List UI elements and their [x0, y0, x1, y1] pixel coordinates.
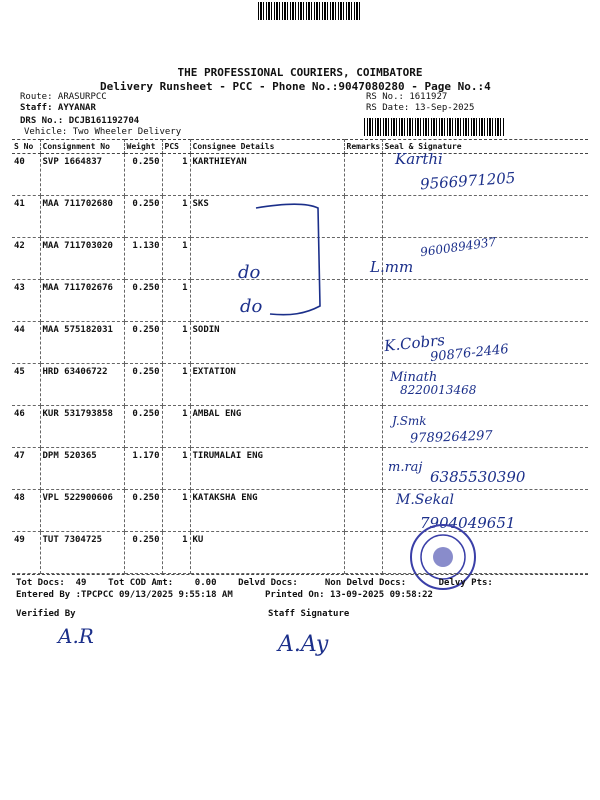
- barcode-top: [258, 2, 362, 20]
- cell-consignment: DPM 520365: [40, 448, 124, 490]
- cell-sno: 41: [12, 196, 40, 238]
- col-consignee: Consignee Details: [190, 140, 344, 154]
- cell-consignment: MAA 711703020: [40, 238, 124, 280]
- cell-sno: 44: [12, 322, 40, 364]
- cell-remarks: [344, 364, 382, 406]
- cell-sno: 42: [12, 238, 40, 280]
- cell-weight: 0.250: [124, 406, 162, 448]
- verified-by-label: Verified By: [16, 609, 76, 619]
- barcode-rs: [364, 118, 504, 136]
- rs-date: RS Date: 13-Sep-2025: [366, 103, 475, 113]
- cell-pcs: 1: [162, 322, 190, 364]
- cell-consignment: KUR 531793858: [40, 406, 124, 448]
- cell-weight: 1.130: [124, 238, 162, 280]
- cell-weight: 0.250: [124, 154, 162, 196]
- cell-sno: 46: [12, 406, 40, 448]
- cell-pcs: 1: [162, 448, 190, 490]
- printed-on: Printed On: 13-09-2025 09:58:22: [265, 590, 433, 600]
- handwritten-signature-47: m.raj: [388, 460, 423, 475]
- cell-consignee: AMBAL ENG: [190, 406, 344, 448]
- cell-sno: 47: [12, 448, 40, 490]
- handwritten-phone-42: 9600894937: [419, 234, 497, 260]
- cell-consignment: MAA 575182031: [40, 322, 124, 364]
- handwritten-ditto-2: do: [240, 296, 263, 317]
- totals-line: Tot Docs: 49 Tot COD Amt: 0.00 Delvd Docs: Non Delvd Docs: Delvy Pts:: [16, 578, 493, 588]
- rs-number: RS No.: 1611927: [366, 92, 448, 102]
- cell-remarks: [344, 280, 382, 322]
- handwritten-ditto-1: do: [238, 262, 261, 283]
- cell-remarks: [344, 532, 382, 574]
- cell-weight: 0.250: [124, 490, 162, 532]
- cell-remarks: [344, 448, 382, 490]
- table-row: [12, 364, 588, 406]
- cell-signature: [382, 280, 588, 322]
- handwritten-signature-44: K.Cobrs: [383, 330, 446, 356]
- cell-pcs: 1: [162, 280, 190, 322]
- cell-remarks: [344, 196, 382, 238]
- cell-consignee: KATAKSHA ENG: [190, 490, 344, 532]
- handwritten-phone-40: 9566971205: [419, 168, 516, 194]
- handwritten-phone-44: 90876-2446: [429, 341, 510, 366]
- cell-weight: 0.250: [124, 532, 162, 574]
- staff-label: Staff: AYYANAR: [20, 103, 96, 113]
- cell-pcs: 1: [162, 490, 190, 532]
- cell-consignee: KU: [190, 532, 344, 574]
- handwritten-signature-42: L.mm: [370, 258, 414, 276]
- cell-weight: 0.250: [124, 280, 162, 322]
- cell-consignee: EXTATION: [190, 364, 344, 406]
- cell-pcs: 1: [162, 532, 190, 574]
- cell-consignment: MAA 711702676: [40, 280, 124, 322]
- cell-consignee: SODIN: [190, 322, 344, 364]
- cell-weight: 0.250: [124, 196, 162, 238]
- cell-consignment: SVP 1664837: [40, 154, 124, 196]
- cell-remarks: [344, 490, 382, 532]
- cell-pcs: 1: [162, 196, 190, 238]
- cell-consignee: TIRUMALAI ENG: [190, 448, 344, 490]
- cell-weight: 0.250: [124, 364, 162, 406]
- col-signature: Seal & Signature: [382, 140, 588, 154]
- entered-by: Entered By :TPCPCC 09/13/2025 9:55:18 AM: [16, 590, 233, 600]
- table-header-row: [12, 140, 588, 154]
- cell-consignment: TUT 7304725: [40, 532, 124, 574]
- route-label: Route: ARASURPCC: [20, 92, 107, 102]
- staff-signature-label: Staff Signature: [268, 609, 350, 619]
- verified-by-signature: A.R: [58, 624, 94, 648]
- col-pcs: PCS: [162, 140, 190, 154]
- company-title: THE PROFESSIONAL COURIERS, COIMBATORE: [177, 66, 423, 79]
- col-consignment: Consignment No: [40, 140, 124, 154]
- cell-pcs: 1: [162, 154, 190, 196]
- footer-divider: [12, 574, 588, 575]
- cell-weight: 0.250: [124, 322, 162, 364]
- cell-consignment: VPL 522900606: [40, 490, 124, 532]
- cell-remarks: [344, 322, 382, 364]
- cell-consignee: KARTHIEYAN: [190, 154, 344, 196]
- handwritten-signature-46: J.Smk: [392, 414, 427, 428]
- col-sno: S No: [12, 140, 40, 154]
- handwritten-phone-47: 6385530390: [430, 468, 526, 486]
- cell-consignee: SKS: [190, 196, 344, 238]
- table-row: [12, 532, 588, 574]
- handwritten-phone-45: 8220013468: [400, 383, 477, 397]
- cell-sno: 43: [12, 280, 40, 322]
- handwritten-phone-46: 9789264297: [409, 428, 493, 447]
- staff-signature: A.Ay: [278, 632, 329, 657]
- cell-remarks: [344, 154, 382, 196]
- cell-sno: 40: [12, 154, 40, 196]
- handwritten-phone-48: 7904049651: [420, 514, 516, 532]
- runsheet-subtitle: Delivery Runsheet - PCC - Phone No.:9047080280 - Page No.:4: [100, 80, 491, 93]
- col-weight: Weight: [124, 140, 162, 154]
- cell-pcs: 1: [162, 364, 190, 406]
- cell-consignment: MAA 711702680: [40, 196, 124, 238]
- cell-consignment: HRD 63406722: [40, 364, 124, 406]
- cell-sno: 45: [12, 364, 40, 406]
- handwritten-bracket-mark: [250, 196, 330, 326]
- cell-weight: 1.170: [124, 448, 162, 490]
- cell-remarks: [344, 406, 382, 448]
- drs-number: DRS No.: DCJB161192704: [20, 116, 140, 126]
- handwritten-signature-45: Minath: [390, 370, 438, 385]
- cell-sno: 48: [12, 490, 40, 532]
- handwritten-signature-48: M.Sekal: [396, 492, 454, 508]
- handwritten-signature-40: Karthi: [395, 150, 443, 168]
- table-row: [12, 406, 588, 448]
- cell-signature: [382, 196, 588, 238]
- vehicle-label: Vehicle: Two Wheeler Delivery: [24, 127, 182, 137]
- col-remarks: Remarks: [344, 140, 382, 154]
- cell-pcs: 1: [162, 238, 190, 280]
- cell-pcs: 1: [162, 406, 190, 448]
- cell-sno: 49: [12, 532, 40, 574]
